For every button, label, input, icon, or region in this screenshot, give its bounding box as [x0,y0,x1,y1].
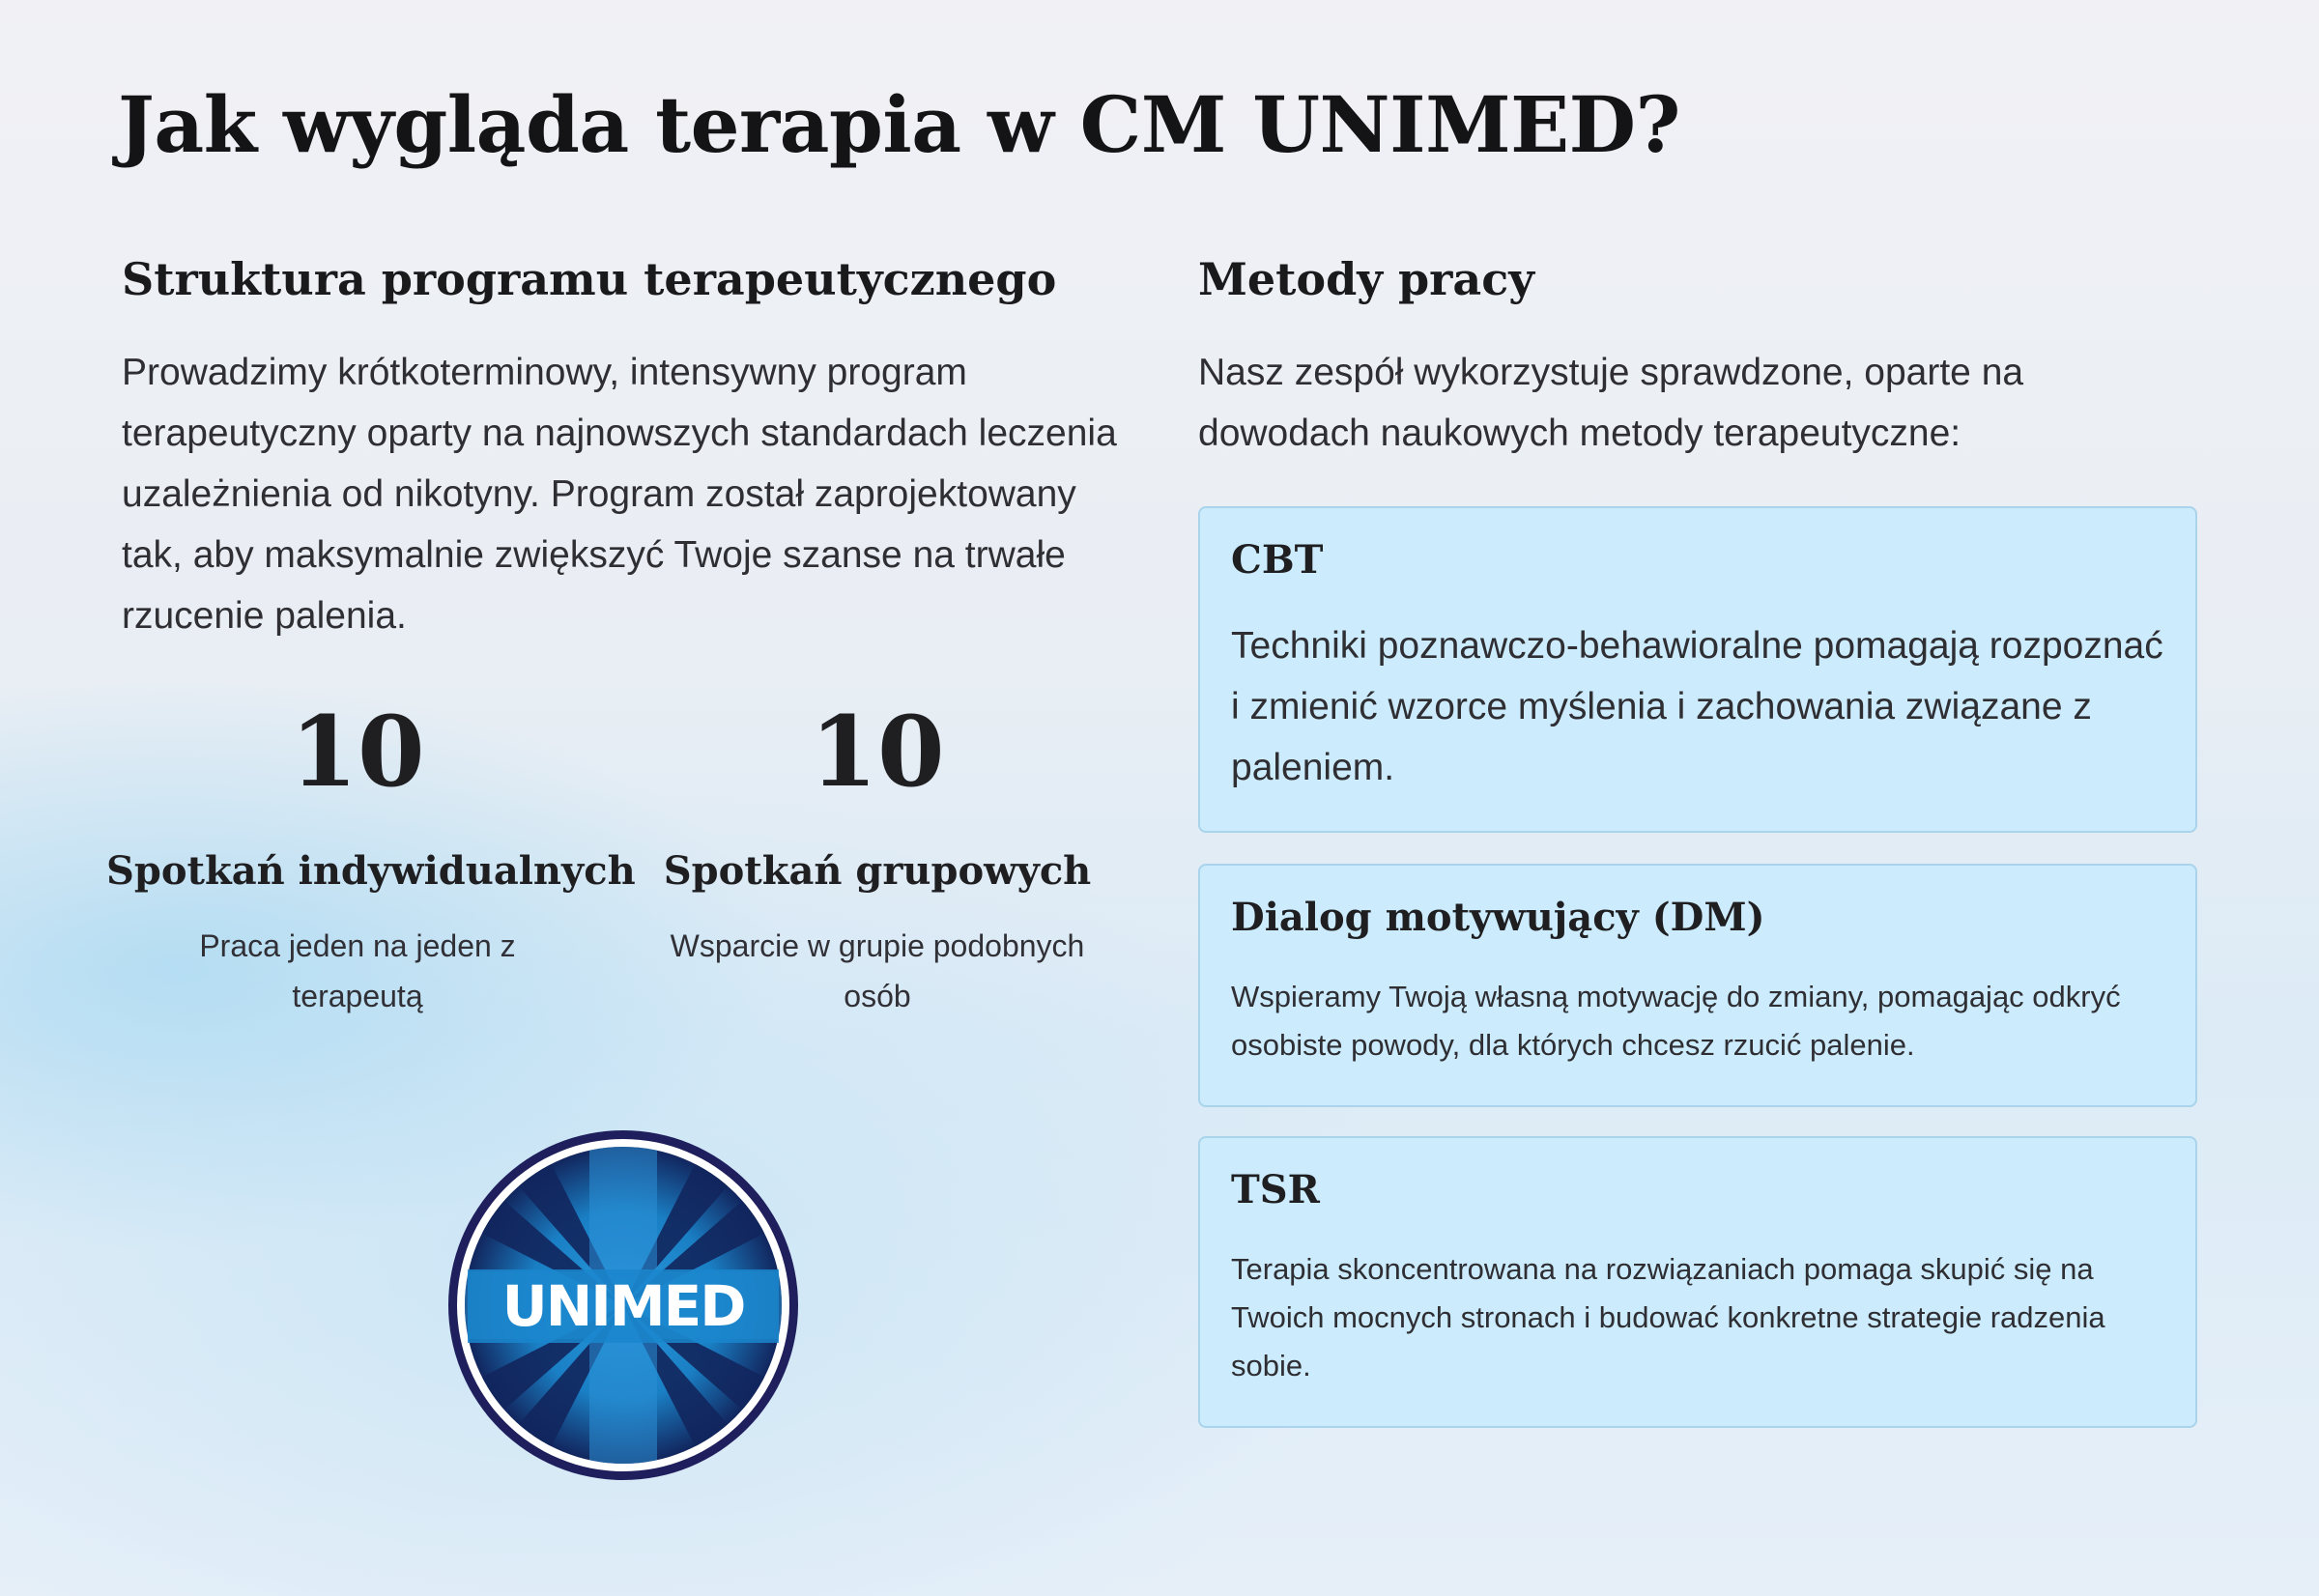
method-description: Wspieramy Twoją własną motywację do zmiany, pomagając odkryć osobiste powody, dla których chcesz rzucić palenie. [1231,980,2121,1062]
stat-number: 10 [810,695,945,809]
methods-intro: Nasz zespół wykorzystuje sprawdzone, oparte na dowodach naukowych metody terapeutyczne: [1198,352,2024,454]
page-title: Jak wygląda terapia w CM UNIMED? [118,79,1680,170]
program-structure-heading: Struktura programu terapeutycznego [122,253,1057,305]
unimed-logo [446,1128,800,1482]
stat-description: Wsparcie w grupie podobnych osób [670,928,1085,1013]
methods-section [1198,253,2199,464]
method-card-cbt [1198,506,2197,833]
methods-heading: Metody pracy [1198,253,1534,305]
method-description: Techniki poznawczo-behawioralne pomagają rozpoznać i zmienić wzorce myślenia i zachowania związane z paleniem. [1231,625,2163,788]
stat-individual-sessions [106,694,636,1021]
method-title: Dialog motywujący (DM) [1231,895,1765,940]
stat-title: Spotkań grupowych [663,848,1092,894]
program-description: Prowadzimy krótkoterminowy, intensywny program terapeutyczny oparty na najnowszych standardach leczenia uzależnienia od nikotyny. Program został zaprojektowany tak, aby maksymalnie zwiększyć Twoje szanse na trwałe rzucenie palenia. [122,352,1117,637]
method-title: CBT [1231,537,1324,583]
method-title: TSR [1231,1167,1320,1212]
stat-group-sessions [626,694,1129,1021]
stat-number: 10 [290,695,425,809]
program-stats [106,694,1136,1022]
stat-description: Praca jeden na jeden z terapeutą [199,928,516,1013]
stat-title: Spotkań indywidualnych [106,848,636,894]
method-description: Terapia skoncentrowana na rozwiązaniach pomaga skupić się na Twoich mocnych stronach i budować konkretne strategie radzenia sobie. [1231,1252,2105,1382]
method-card-dm [1198,864,2197,1107]
logo-wordmark: UNIMED [501,1273,745,1339]
program-structure-section [122,253,1136,646]
unimed-logo-graphic [446,1128,800,1482]
method-card-tsr [1198,1136,2197,1428]
